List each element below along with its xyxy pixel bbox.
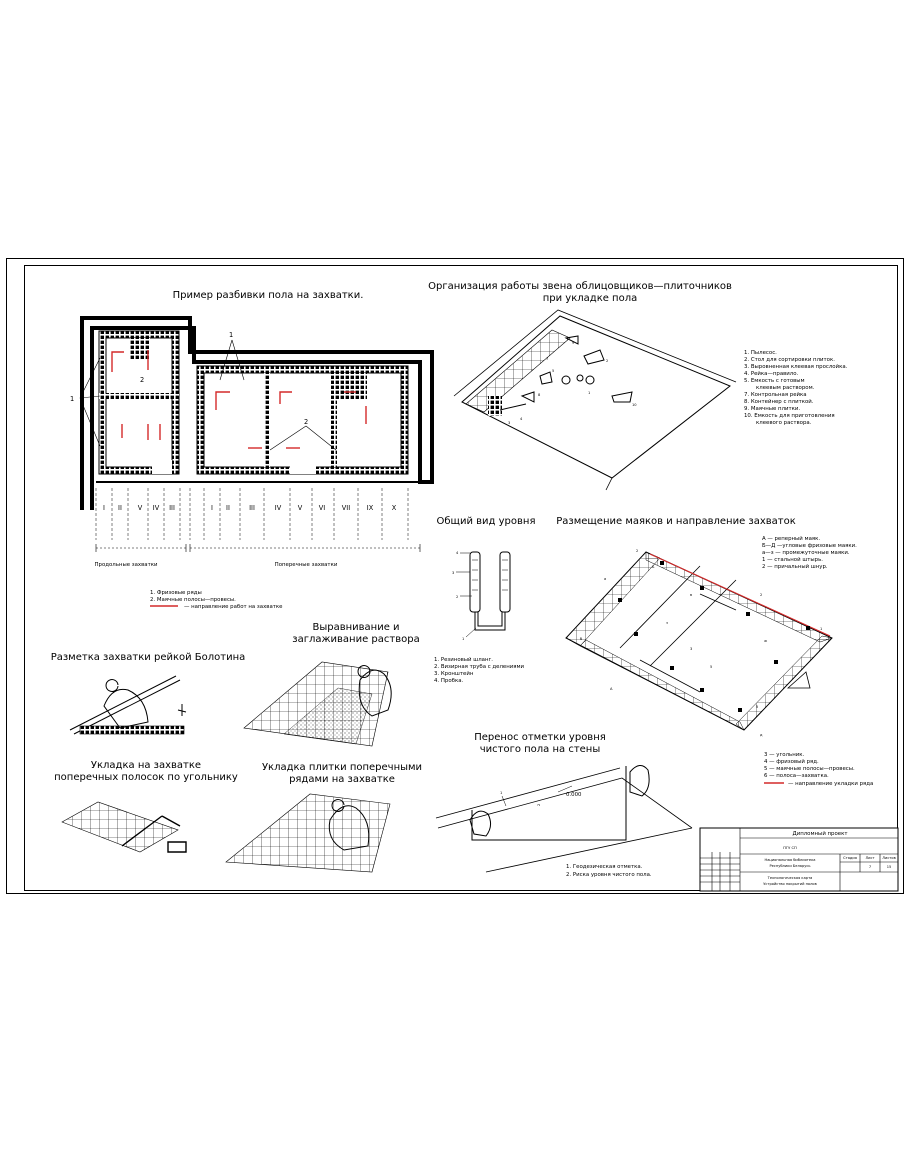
level-title: Общий вид уровня: [436, 516, 536, 527]
cross-rows-subtitle: рядами на захватке: [289, 774, 395, 785]
svg-text:3: 3: [508, 421, 511, 425]
bottom-legend-3: 5 — маячные полосы—провесы.: [764, 766, 855, 772]
marking-drawing: [70, 676, 186, 734]
level-drawing: [434, 551, 525, 684]
title-org-2: Республики Беларусь: [769, 864, 811, 868]
leveling-title: Выравнивание и: [312, 622, 400, 633]
svg-text:ж: ж: [764, 639, 768, 643]
strip-label: IV: [274, 504, 282, 512]
title-sheets: Листов: [882, 856, 896, 860]
svg-text:7. Контрольная рейка: 7. Контрольная рейка: [744, 392, 807, 398]
bottom-legend-5: — направление укладки ряда: [788, 781, 874, 787]
beacon-legend-1: А — реперный маяк.: [762, 536, 821, 542]
transfer-level-value: 0.000: [566, 792, 582, 798]
title-doc-1: Технологическая карта: [767, 876, 813, 880]
floor-legend-1: 1. Фризовые ряды: [150, 590, 202, 596]
strip-label: V: [137, 504, 143, 512]
organization-title: Организация работы звена облицовщиков—плиточников: [428, 281, 732, 292]
svg-text:з: з: [666, 621, 668, 625]
svg-text:д: д: [760, 733, 763, 737]
organization-drawing: [454, 310, 848, 490]
leveling-subtitle: заглаживание раствора: [292, 634, 420, 645]
strip-label: IX: [366, 504, 374, 512]
transfer-legend-1: 1. Геодезическая отметка.: [566, 864, 643, 870]
svg-text:3: 3: [452, 571, 455, 575]
svg-text:5. Емкость с готовым: 5. Емкость с готовым: [744, 378, 805, 384]
svg-text:1: 1: [500, 791, 503, 795]
svg-text:4: 4: [520, 417, 523, 421]
svg-text:8. Контейнер с плиткой.: 8. Контейнер с плиткой.: [744, 399, 814, 405]
svg-text:2: 2: [636, 549, 639, 553]
svg-text:3. Выровненная клеевая прослой: 3. Выровненная клеевая прослойка.: [744, 364, 848, 370]
level-legend-4: 4. Пробка.: [434, 678, 464, 684]
beacon-legend-5: 2 — причальный шнур.: [762, 564, 828, 570]
svg-text:3: 3: [690, 647, 693, 651]
svg-text:1. Пылесос.: 1. Пылесос.: [744, 350, 777, 356]
svg-text:1: 1: [820, 627, 823, 631]
strip-label: III: [169, 504, 175, 512]
svg-text:клеевого раствора.: клеевого раствора.: [756, 420, 812, 426]
bottom-legend-4: 6 — полоса—захватка.: [764, 773, 829, 779]
svg-text:2: 2: [760, 593, 763, 597]
svg-text:2: 2: [606, 359, 609, 363]
cross-strips-subtitle: поперечных полосок по угольнику: [54, 772, 238, 783]
cross-strips-drawing: [62, 802, 186, 852]
beacons-title: Размещение маяков и направление захваток: [556, 516, 796, 527]
bottom-legend-1: 3 — угольник.: [764, 752, 805, 758]
svg-text:А: А: [610, 687, 613, 691]
strip-label: VI: [318, 504, 326, 512]
svg-text:2. Стол для сортировки плиток.: 2. Стол для сортировки плиток.: [744, 357, 835, 363]
callout-2: 2: [140, 376, 145, 384]
beacon-legend-2: Б—Д —угловые фризовые маяки.: [762, 543, 857, 549]
svg-text:10. Емкость для приготовления: 10. Емкость для приготовления: [744, 413, 835, 419]
svg-text:4. Рейка—правило.: 4. Рейка—правило.: [744, 371, 799, 377]
svg-text:а: а: [604, 577, 607, 581]
svg-text:б: б: [580, 637, 583, 641]
strip-label: III: [249, 504, 255, 512]
svg-text:5: 5: [552, 369, 555, 373]
title-sheets-no: 15: [886, 865, 892, 869]
beacons-drawing: [566, 535, 873, 787]
svg-text:9: 9: [572, 341, 575, 345]
organization-subtitle: при укладке пола: [542, 293, 638, 304]
strip-label: IV: [152, 504, 160, 512]
svg-text:в: в: [690, 593, 693, 597]
group-cross-label: Поперечные захватки: [274, 562, 338, 568]
svg-text:5: 5: [756, 705, 759, 709]
callout-1b: 1: [229, 331, 234, 339]
callout-2b: 2: [304, 418, 309, 426]
svg-text:10: 10: [632, 403, 637, 407]
svg-text:4: 4: [456, 551, 459, 555]
level-legend-2: 2. Визирная труба с делениями: [434, 664, 525, 670]
floor-legend-2: 2. Маячные полосы—провесы.: [150, 597, 236, 603]
svg-text:2: 2: [537, 803, 541, 806]
transfer-drawing: [436, 765, 692, 878]
floor-layout-title: Пример разбивки пола на захватки.: [172, 290, 364, 301]
cross-rows-drawing: [226, 794, 390, 872]
group-long-label: Продольные захватки: [94, 562, 158, 568]
transfer-subtitle: чистого пола на стены: [479, 744, 601, 755]
title-org-1: Национальная библиотека: [764, 858, 816, 862]
beacon-legend-4: 1 — стальной штырь.: [762, 557, 823, 563]
svg-text:7: 7: [546, 357, 549, 361]
floor-legend-3: — направление работ на захватке: [184, 604, 283, 610]
transfer-legend-2: 2. Риска уровня чистого пола.: [566, 872, 652, 878]
strip-label: II: [118, 504, 122, 512]
level-legend-1: 1. Резиновый шланг.: [434, 657, 494, 663]
callout-1: 1: [70, 395, 75, 403]
svg-text:8: 8: [538, 393, 541, 397]
title-block: [700, 828, 898, 891]
strip-label: X: [391, 504, 397, 512]
svg-text:9. Маячные плитки.: 9. Маячные плитки.: [744, 406, 801, 412]
title-sheet-no: 7: [868, 865, 872, 869]
strip-label: I: [103, 504, 105, 512]
strip-label: II: [226, 504, 230, 512]
strip-label: I: [211, 504, 213, 512]
marking-title: Разметка захватки рейкой Болотина: [50, 652, 246, 663]
svg-text:клеевым раствором.: клеевым раствором.: [756, 385, 815, 391]
svg-text:5: 5: [710, 665, 713, 669]
cross-rows-title: Укладка плитки поперечными: [261, 762, 423, 773]
title-doc-2: Устройство покрытий полов: [763, 882, 817, 886]
cross-strips-title: Укладка на захватке: [90, 760, 202, 771]
svg-text:Б: Б: [652, 565, 655, 569]
organization-legend: [744, 350, 848, 426]
transfer-title: Перенос отметки уровня: [474, 732, 606, 743]
level-legend-3: 3. Кронштейн: [434, 671, 474, 677]
beacon-legend-3: а—з — промежуточные маяки.: [762, 550, 850, 556]
strip-label: VII: [341, 504, 351, 512]
title-sheet: Лист: [865, 856, 875, 860]
title-code: ПГУ СП: [783, 846, 797, 850]
strip-labels: [96, 488, 408, 540]
svg-text:2: 2: [456, 595, 459, 599]
svg-text:1: 1: [462, 637, 465, 641]
title-stage: Стадия: [843, 856, 857, 860]
strip-label: V: [297, 504, 303, 512]
svg-text:1: 1: [588, 391, 591, 395]
bottom-legend-2: 4 — фризовый ряд.: [764, 759, 819, 765]
title-project: Дипломный проект: [792, 831, 848, 837]
floor-plan: [70, 318, 432, 610]
leveling-drawing: [244, 662, 391, 746]
